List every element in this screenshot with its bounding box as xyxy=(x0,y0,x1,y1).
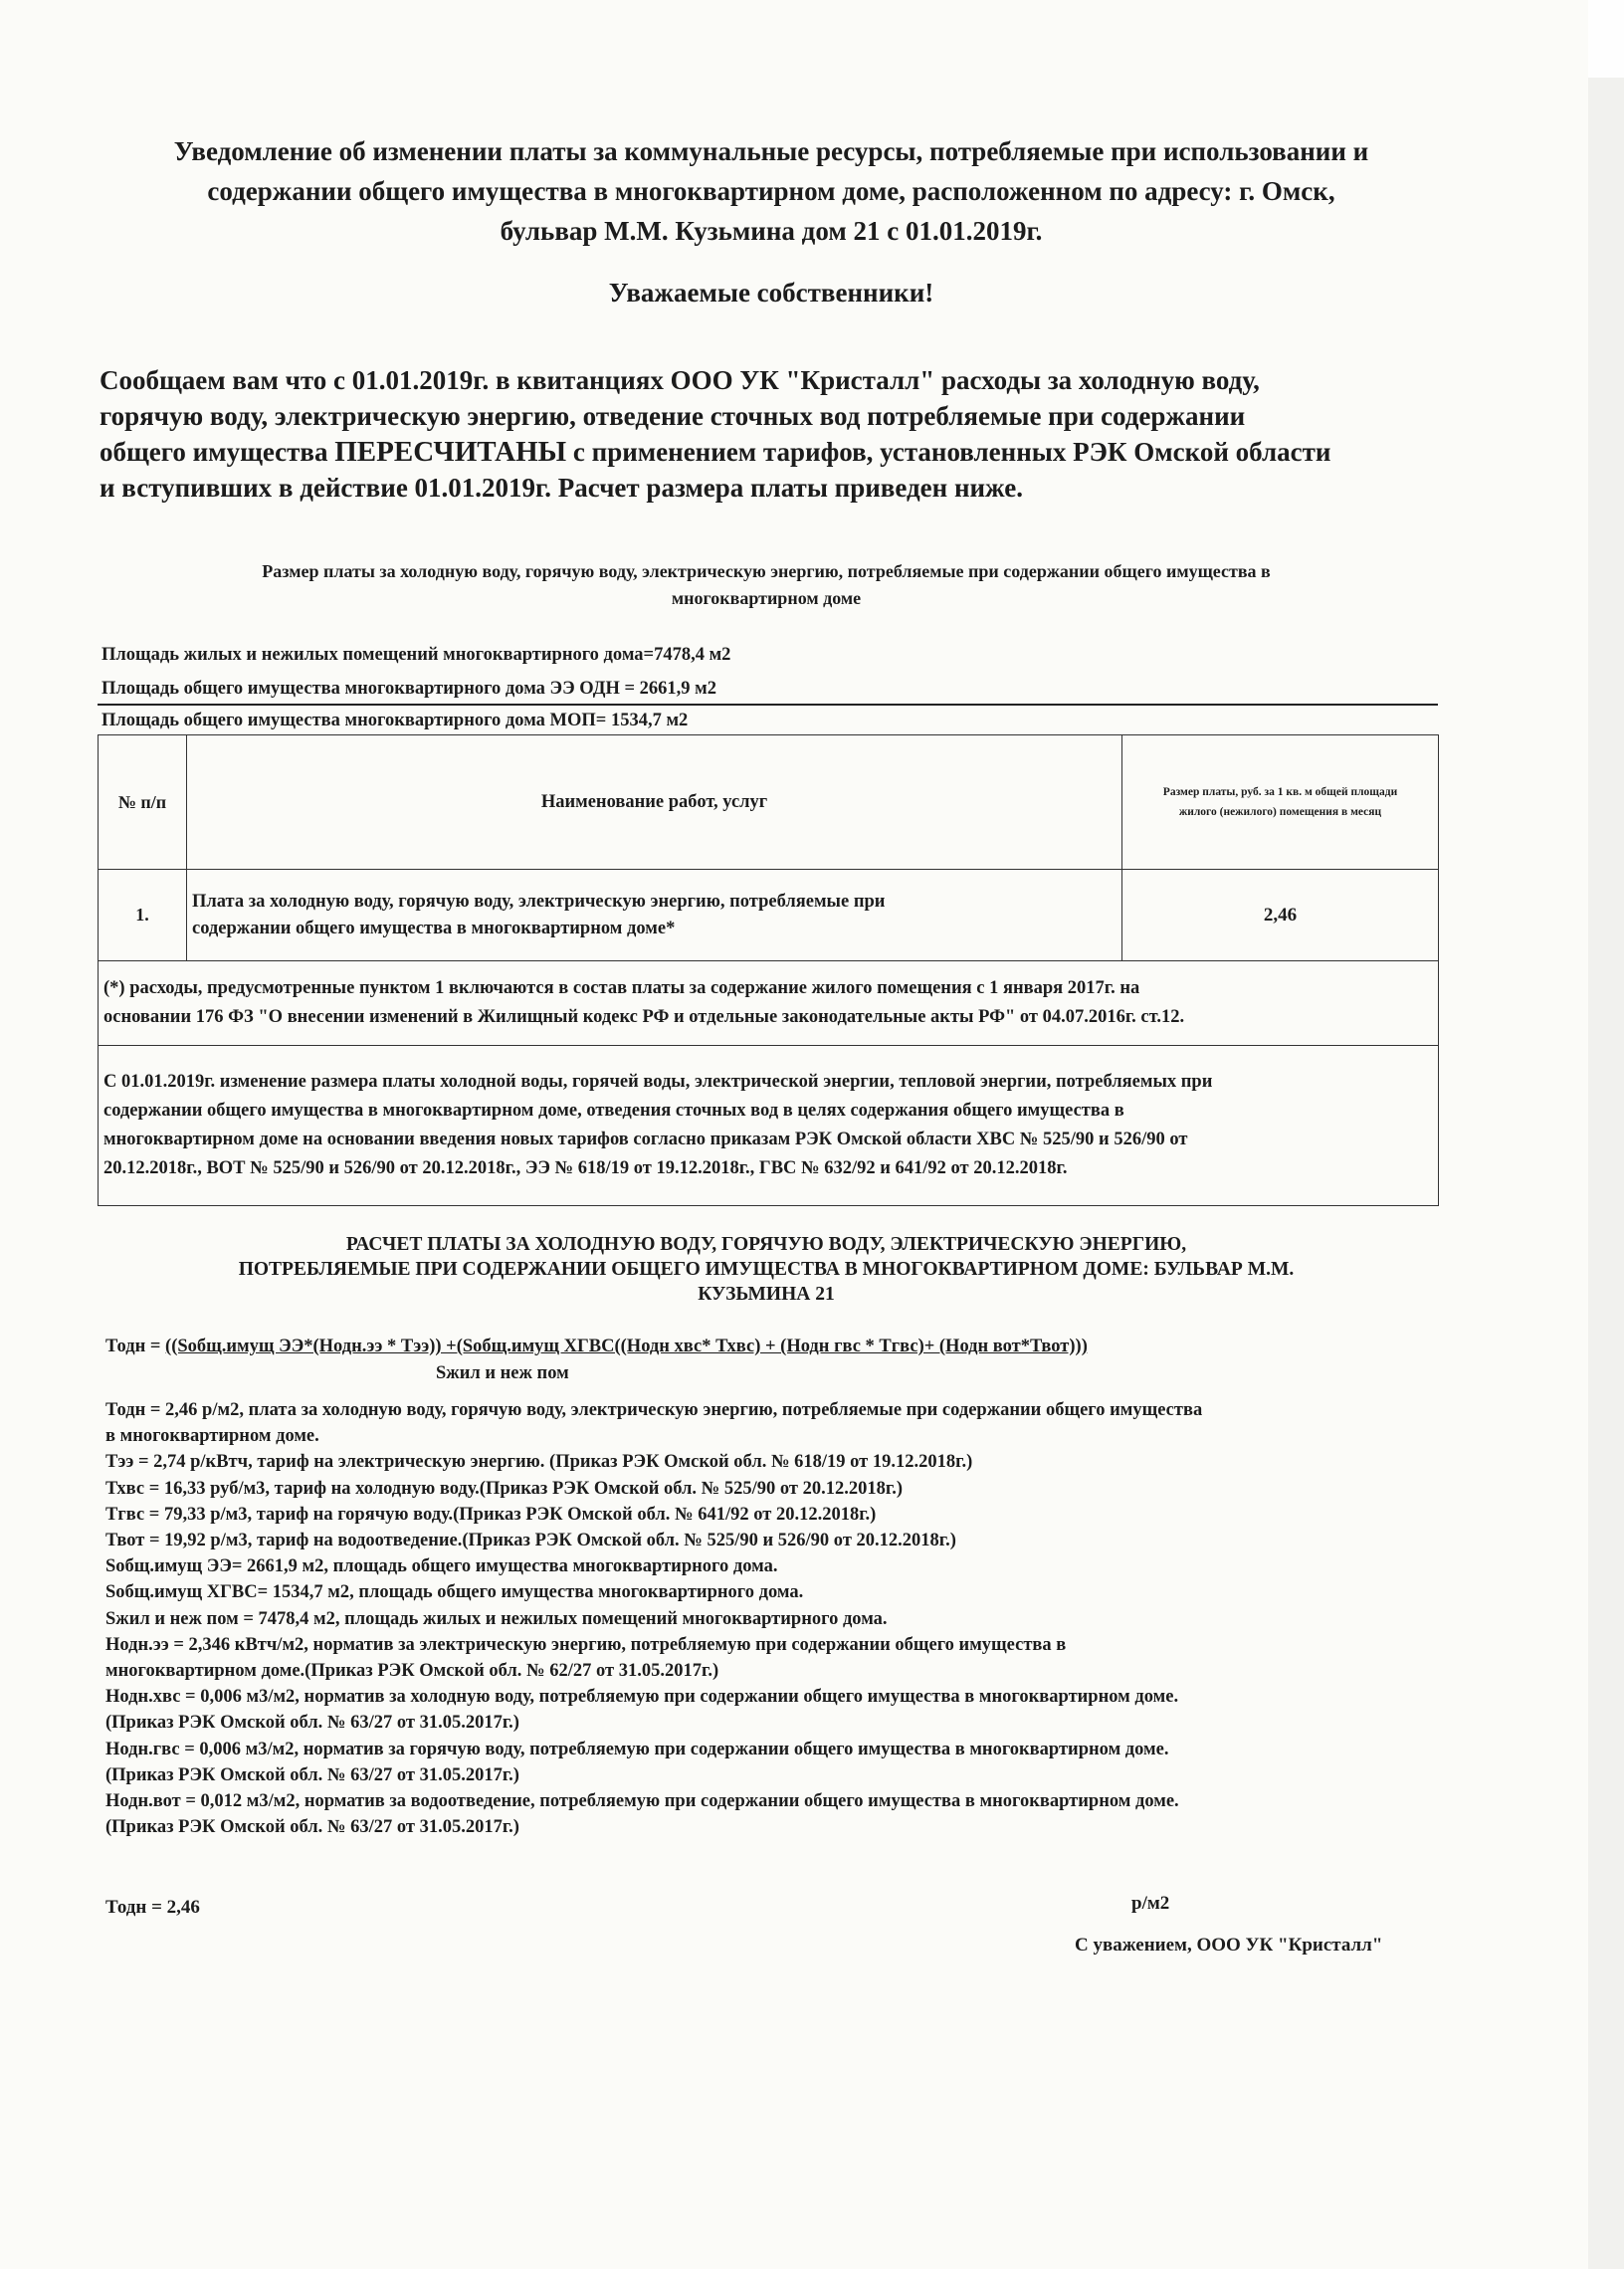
definitions xyxy=(105,1397,1439,1840)
intro-line: горячую воду, электрическую энергию, отведение сточных вод потребляемые при содержании xyxy=(100,401,1246,431)
result-value: Тодн = 2,46 xyxy=(105,1897,200,1918)
table-footnote-row xyxy=(99,961,1439,1046)
table-change-row xyxy=(99,1046,1439,1206)
formula-denominator: Sжил и неж пом xyxy=(436,1363,569,1383)
signature: С уважением, ООО УК "Кристалл" xyxy=(1075,1935,1383,1956)
definition-line: Тээ = 2,74 р/кВтч, тариф на электрическую энергию. (Приказ РЭК Омской обл. № 618/19 от 19.12.2018г.) xyxy=(105,1452,973,1473)
definition-line: Sобщ.имущ ХГВС= 1534,7 м2, площадь общего имущества многоквартирного дома. xyxy=(105,1582,804,1603)
row-name-line: содержании общего имущества в многоквартирном доме* xyxy=(192,918,676,938)
intro-line: Сообщаем вам что с 01.01.2019г. в квитанциях ООО УК "Кристалл" расходы за холодную воду, xyxy=(100,365,1260,395)
header-name: Наименование работ, услуг xyxy=(187,735,1122,870)
formula-numerator: ((Sобщ.имущ ЭЭ*(Нодн.ээ * Тээ)) +(Sобщ.имущ ХГВС((Нодн хвс* Тхвс) + (Нодн гвс * Тгвс)+ (Нодн вот*Твот))) xyxy=(165,1337,1088,1356)
intro-line: и вступивших в действие 01.01.2019г. Расчет размера платы приведен ниже. xyxy=(100,473,1024,503)
change-line: 20.12.2018г., ВОТ № 525/90 и 526/90 от 20.12.2018г., ЭЭ № 618/19 от 19.12.2018г., ГВС № 632/92 и 641/92 от 20.12.2018г. xyxy=(103,1158,1068,1178)
recalculated-emphasis: ПЕРЕСЧИТАНЫ xyxy=(334,436,567,468)
calc-title-line: КУЗЬМИНА 21 xyxy=(698,1284,835,1305)
area-common-mop: Площадь общего имущества многоквартирного дома МОП= 1534,7 м2 xyxy=(102,711,689,730)
caption-line: Размер платы за холодную воду, горячую воду, электрическую энергию, потребляемые при содержании общего имущества в xyxy=(262,561,1271,581)
definition-line: Нодн.гвс = 0,006 м3/м2, норматив за горячую воду, потребляемую при содержании общего имущества в многоквартирном доме. xyxy=(105,1739,1169,1759)
table-header-row xyxy=(99,735,1439,870)
definition-line: (Приказ РЭК Омской обл. № 63/27 от 31.05.2017г.) xyxy=(105,1713,519,1734)
table-row xyxy=(99,870,1439,961)
definition-line: Тодн = 2,46 р/м2, плата за холодную воду, горячую воду, электрическую энергию, потребляемые при содержании общего имущества xyxy=(105,1400,1203,1420)
definition-line: Нодн.хвс = 0,006 м3/м2, норматив за холодную воду, потребляемую при содержании общего имущества в многоквартирном доме. xyxy=(105,1687,1179,1708)
header-size-line: жилого (нежилого) помещения в месяц xyxy=(1178,806,1382,818)
definition-line: в многоквартирном доме. xyxy=(105,1426,319,1447)
header-num: № п/п xyxy=(99,735,187,870)
formula-lhs: Тодн = xyxy=(105,1337,166,1356)
divider xyxy=(98,704,1438,706)
definition-line: Твот = 19,92 р/м3, тариф на водоотведение.(Приказ РЭК Омской обл. № 525/90 и 526/90 от 20.12.2018г.) xyxy=(105,1531,956,1551)
calc-title-line: ПОТРЕБЛЯЕМЫЕ ПРИ СОДЕРЖАНИИ ОБЩЕГО ИМУЩЕСТВА В МНОГОКВАРТИРНОМ ДОМЕ: БУЛЬВАР М.М. xyxy=(238,1259,1295,1280)
footnote-line: (*) расходы, предусмотренные пунктом 1 включаются в состав платы за содержание жилого помещения с 1 января 2017г. на xyxy=(103,978,1140,998)
definition-line: Тхвс = 16,33 руб/м3, тариф на холодную воду.(Приказ РЭК Омской обл. № 525/90 от 20.12.2018г.) xyxy=(105,1478,903,1499)
definition-line: Sобщ.имущ ЭЭ= 2661,9 м2, площадь общего имущества многоквартирного дома. xyxy=(105,1556,778,1577)
row-num: 1. xyxy=(99,870,187,961)
definition-line: Нодн.ээ = 2,346 кВтч/м2, норматив за электрическую энергию, потребляемую при содержании общего имущества в xyxy=(105,1634,1067,1655)
intro-line xyxy=(100,434,1453,470)
change-line: С 01.01.2019г. изменение размера платы холодной воды, горячей воды, электрической энергии, тепловой энергии, потребляемых при xyxy=(103,1072,1213,1092)
result-unit: р/м2 xyxy=(1131,1893,1170,1914)
area-common-ee: Площадь общего имущества многоквартирного дома ЭЭ ОДН = 2661,9 м2 xyxy=(102,679,716,699)
definition-line: Тгвс = 79,33 р/м3, тариф на горячую воду.(Приказ РЭК Омской обл. № 641/92 от 20.12.2018г.) xyxy=(105,1504,877,1525)
title-line: Уведомление об изменении платы за коммунальные ресурсы, потребляемые при использовании и xyxy=(173,136,1369,166)
intro-paragraph xyxy=(100,362,1453,506)
definition-line: Sжил и неж пом = 7478,4 м2, площадь жилых и нежилых помещений многоквартирного дома. xyxy=(105,1608,888,1629)
table-caption xyxy=(119,558,1413,612)
definition-line: Нодн.вот = 0,012 м3/м2, норматив за водоотведение, потребляемую при содержании общего имущества в многоквартирном доме. xyxy=(105,1791,1179,1812)
change-line: многоквартирном доме на основании введения новых тарифов согласно приказам РЭК Омской области ХВС № 525/90 и 526/90 от xyxy=(103,1130,1188,1149)
intro-text: с применением тарифов, установленных РЭК Омской области xyxy=(566,437,1331,467)
document-title xyxy=(95,131,1448,251)
definition-line: многоквартирном доме.(Приказ РЭК Омской обл. № 62/27 от 31.05.2017г.) xyxy=(105,1661,719,1682)
greeting: Уважаемые собственники! xyxy=(608,278,934,308)
intro-text: общего имущества xyxy=(100,437,335,467)
caption-line: многоквартирном доме xyxy=(671,588,862,608)
row-value: 2,46 xyxy=(1122,870,1439,961)
definition-line: (Приказ РЭК Омской обл. № 63/27 от 31.05.2017г.) xyxy=(105,1817,519,1838)
change-line: содержании общего имущества в многоквартирном доме, отведения сточных вод в целях содержания общего имущества в xyxy=(103,1101,1124,1121)
row-name xyxy=(187,870,1122,961)
formula xyxy=(105,1337,1088,1357)
footnote-line: основании 176 ФЗ "О внесении изменений в Жилищный кодекс РФ и отдельные законодательные акты РФ" от 04.07.2016г. ст.12. xyxy=(103,1007,1185,1027)
fee-table xyxy=(98,734,1439,1206)
footnote xyxy=(99,961,1439,1046)
change-note xyxy=(99,1046,1439,1206)
scan-edge-highlight xyxy=(1588,0,1624,78)
calc-title-line: РАСЧЕТ ПЛАТЫ ЗА ХОЛОДНУЮ ВОДУ, ГОРЯЧУЮ ВОДУ, ЭЛЕКТРИЧЕСКУЮ ЭНЕРГИЮ, xyxy=(345,1234,1187,1255)
calculation-title xyxy=(139,1232,1393,1307)
area-residential: Площадь жилых и нежилых помещений многоквартирного дома=7478,4 м2 xyxy=(102,645,731,665)
title-line: содержании общего имущества в многоквартирном доме, расположенном по адресу: г. Омск, xyxy=(207,176,1335,206)
scan-edge xyxy=(1588,0,1624,2269)
row-name-line: Плата за холодную воду, горячую воду, электрическую энергию, потребляемые при xyxy=(192,891,886,912)
header-size xyxy=(1122,735,1439,870)
header-size-line: Размер платы, руб. за 1 кв. м общей площади xyxy=(1162,786,1398,798)
definition-line: (Приказ РЭК Омской обл. № 63/27 от 31.05.2017г.) xyxy=(105,1764,519,1785)
title-line: бульвар М.М. Кузьмина дом 21 с 01.01.2019г. xyxy=(500,216,1043,246)
